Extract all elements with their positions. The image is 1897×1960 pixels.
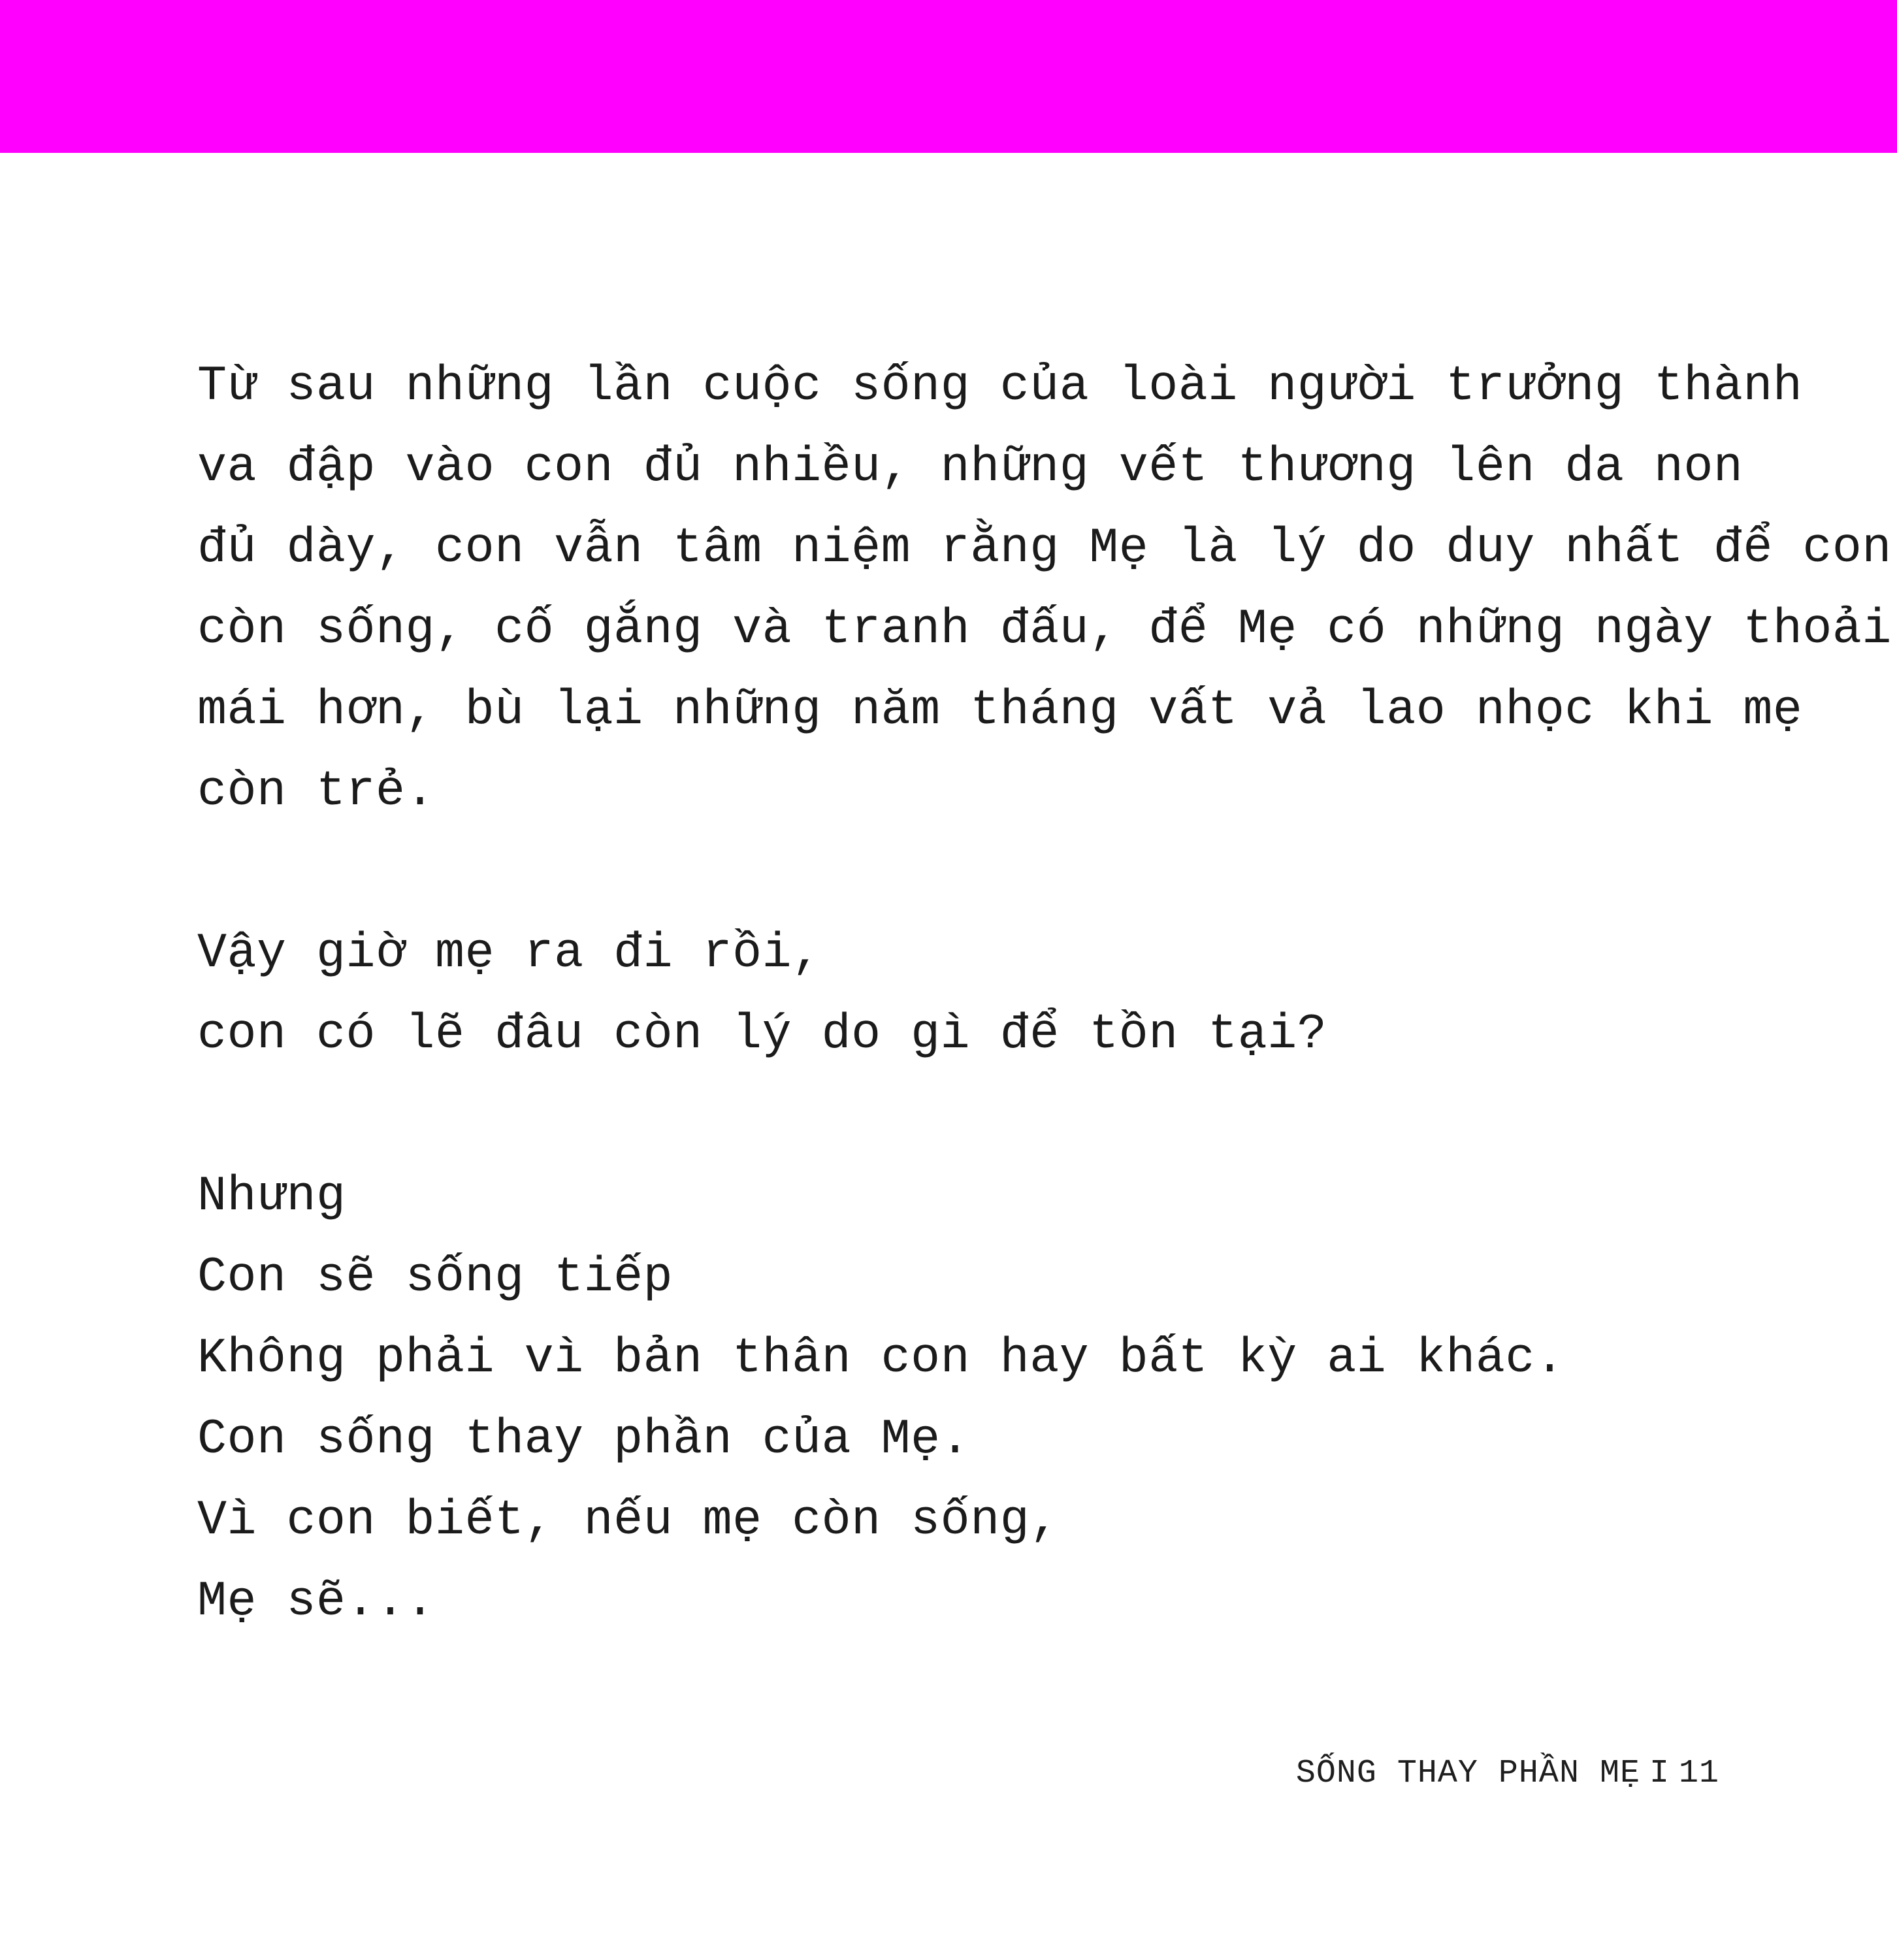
running-title: SỐNG THAY PHẦN MẸ (1295, 1755, 1640, 1792)
paragraph-1-line: Từ sau những lần cuộc sống của loài người trưởng thành (197, 359, 1803, 414)
paragraph-1-line: còn trẻ. (197, 764, 436, 819)
page-footer (1296, 1751, 1719, 1797)
paragraph-3-line: Mẹ sẽ... (197, 1574, 436, 1629)
footer-separator: I (1649, 1755, 1670, 1792)
paragraph-1-line: còn sống, cố gắng và tranh đấu, để Mẹ có những ngày thoải (197, 602, 1892, 657)
paragraph-3-line: Không phải vì bản thân con hay bất kỳ ai khác. (197, 1331, 1565, 1386)
paragraph-3-line: Con sẽ sống tiếp (197, 1250, 673, 1305)
paragraph-3-line: Vì con biết, nếu mẹ còn sống, (197, 1493, 1060, 1548)
paragraph-2-line: Vậy giờ mẹ ra đi rồi, (197, 926, 822, 981)
paragraph-2 (197, 913, 1661, 1075)
paragraph-3-line: Nhưng (197, 1169, 346, 1224)
paragraph-3 (197, 1156, 1661, 1642)
paragraph-1-line: đủ dày, con vẫn tâm niệm rằng Mẹ là lý do duy nhất để con (197, 521, 1892, 576)
page-body (197, 346, 1892, 1642)
page-number: 11 (1678, 1755, 1719, 1792)
paragraph-1-line: va đập vào con đủ nhiều, những vết thương lên da non (197, 440, 1743, 495)
paragraph-1-line: mái hơn, bù lại những năm tháng vất vả lao nhọc khi mẹ (197, 683, 1803, 738)
paragraph-1 (197, 346, 1892, 832)
paragraph-3-line: Con sống thay phần của Mẹ. (197, 1412, 971, 1467)
paragraph-gap (197, 832, 1661, 913)
top-color-band (0, 0, 1897, 153)
paragraph-2-line: con có lẽ đâu còn lý do gì để tồn tại? (197, 1007, 1327, 1062)
paragraph-gap (197, 1075, 1661, 1156)
